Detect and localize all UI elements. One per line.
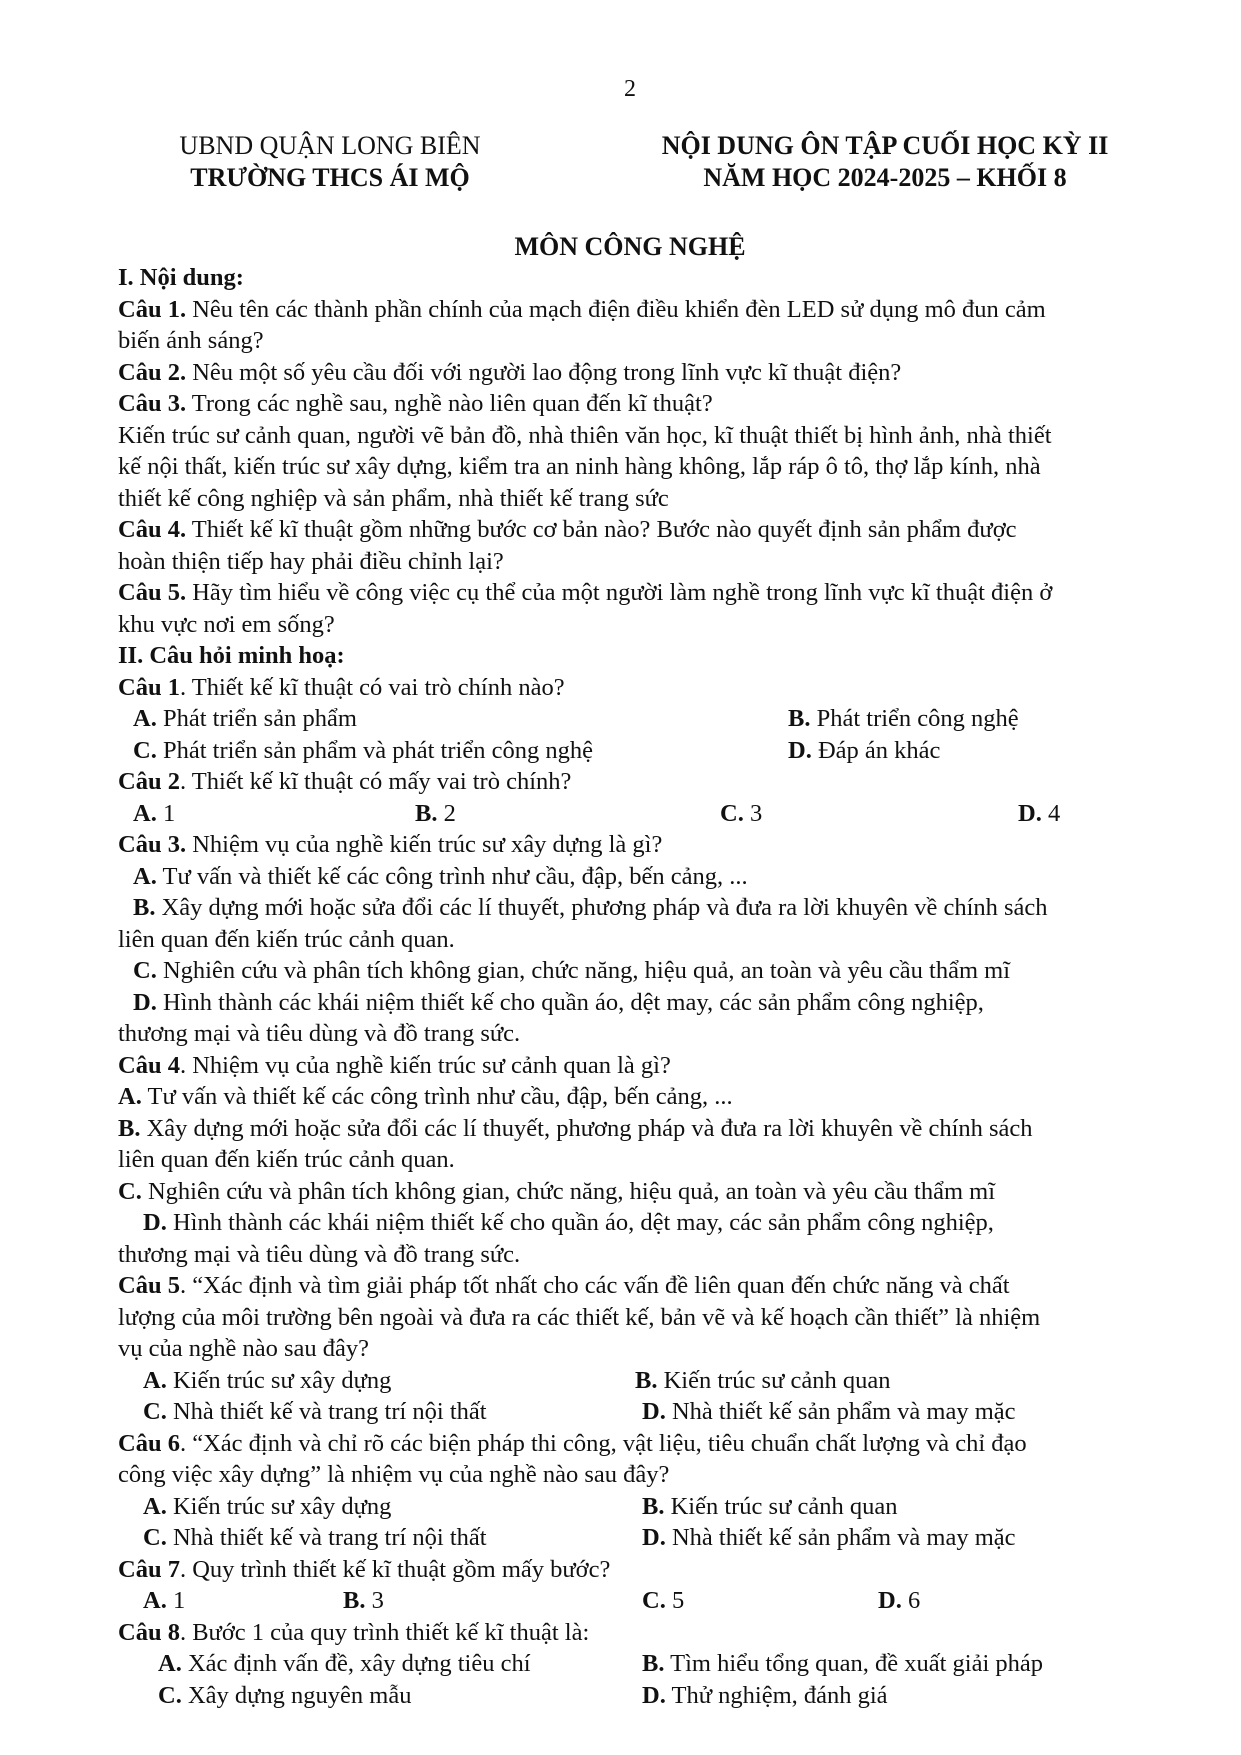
options-row: [118, 1491, 1158, 1523]
question-text: Kiến trúc sư cảnh quan, người vẽ bản đồ, nhà thiên văn học, kĩ thuật thiết bị hình ảnh, nhà thiết: [118, 421, 1052, 449]
question-text: Nêu một số yêu cầu đối với người lao động trong lĩnh vực kĩ thuật điện?: [186, 358, 902, 386]
option-c: C. Xây dựng nguyên mẫu: [158, 1681, 412, 1709]
option-b: B. Phát triển công nghệ: [788, 705, 1019, 732]
option-a: A. Kiến trúc sư xây dựng: [143, 1366, 392, 1394]
option-b-continued: liên quan đến kiến trúc cảnh quan.: [118, 1146, 455, 1173]
options-row: [118, 735, 1158, 767]
question: [118, 577, 1158, 609]
options-row: [118, 1585, 1158, 1617]
question-text: . Bước 1 của quy trình thiết kế kĩ thuật là:: [179, 1618, 590, 1646]
question-label: Câu 8: [118, 1618, 180, 1646]
question: [118, 514, 1158, 546]
question-label: Câu 6: [118, 1429, 180, 1457]
options-row: [118, 1680, 1158, 1712]
option-b: B. Xây dựng mới hoặc sửa đổi các lí thuyết, phương pháp và đưa ra lời khuyên về chính sách: [118, 1114, 1033, 1142]
question: [118, 388, 1158, 420]
question-text: thiết kế công nghiệp và sản phẩm, nhà thiết kế trang sức: [118, 484, 669, 512]
question-label: Câu 2: [118, 768, 180, 795]
option-b-continued: liên quan đến kiến trúc cảnh quan.: [118, 925, 455, 953]
question-label: Câu 4: [118, 1051, 180, 1079]
question-label: Câu 7: [118, 1555, 180, 1583]
school-year: NĂM HỌC 2024-2025 – KHỐI 8: [703, 163, 1067, 192]
question-text: công việc xây dựng” là nhiệm vụ của nghề nào sau đây?: [118, 1461, 670, 1488]
option-a: A. Phát triển sản phẩm: [133, 705, 357, 732]
question: [118, 829, 1158, 861]
document-body: [118, 262, 1158, 1711]
question-text: Thiết kế kĩ thuật gồm những bước cơ bản nào? Bước nào quyết định sản phẩm được: [186, 516, 1017, 543]
question: [118, 1050, 1158, 1082]
option-a: A. 1: [133, 799, 176, 827]
question: [118, 1617, 1158, 1649]
options-row: [118, 1522, 1158, 1554]
question-text: . Quy trình thiết kế kĩ thuật gồm mấy bước?: [179, 1555, 611, 1583]
option-a: A. Kiến trúc sư xây dựng: [143, 1492, 392, 1520]
options-row: [118, 798, 1158, 830]
document-title: NỘI DUNG ÔN TẬP CUỐI HỌC KỲ II: [661, 131, 1109, 160]
question-label: Câu 3.: [118, 390, 187, 417]
option-b: B. Kiến trúc sư cảnh quan: [635, 1366, 891, 1394]
option-d: D. Hình thành các khái niệm thiết kế cho quần áo, dệt may, các sản phẩm công nghiệp,: [143, 1209, 994, 1236]
option-d: D. Đáp án khác: [788, 736, 941, 764]
question-text: Hãy tìm hiểu về công việc cụ thể của một người làm nghề trong lĩnh vực kĩ thuật điện ở: [186, 579, 1053, 606]
option-d: D. 4: [1018, 799, 1061, 827]
question-text: khu vực nơi em sống?: [118, 610, 335, 638]
question-label: Câu 5.: [118, 579, 187, 606]
question: [118, 672, 1158, 704]
question-text: hoàn thiện tiếp hay phải điều chỉnh lại?: [118, 547, 504, 575]
option-b: B. 2: [415, 799, 456, 827]
school-name: TRƯỜNG THCS ÁI MỘ: [190, 163, 470, 192]
question-text: Nhiệm vụ của nghề kiến trúc sư xây dựng là gì?: [186, 831, 663, 858]
option-a: A. Tư vấn và thiết kế các công trình như cầu, đập, bến cảng, ...: [118, 1083, 733, 1110]
option-d: D. Nhà thiết kế sản phẩm và may mặc: [642, 1398, 1016, 1425]
question: [118, 1270, 1158, 1302]
subject-title: MÔN CÔNG NGHỆ: [514, 232, 746, 261]
option-d: D. Hình thành các khái niệm thiết kế cho quần áo, dệt may, các sản phẩm công nghiệp,: [133, 988, 984, 1016]
question-text: kế nội thất, kiến trúc sư xây dựng, kiểm tra an ninh hàng không, lắp ráp ô tô, thợ lắp kính, nhà: [118, 453, 1041, 480]
header-left: [120, 130, 540, 194]
options-row: [118, 1648, 1158, 1680]
header-right: [585, 130, 1185, 194]
option-d: D. 6: [878, 1587, 921, 1614]
section-heading: II. Câu hỏi minh hoạ:: [118, 642, 345, 669]
question-text: vụ của nghề nào sau đây?: [118, 1335, 370, 1362]
question-text: . “Xác định và chỉ rõ các biện pháp thi công, vật liệu, tiêu chuẩn chất lượng và chỉ đạo: [179, 1429, 1027, 1457]
question-label: Câu 1: [118, 673, 180, 701]
question-label: Câu 1.: [118, 295, 187, 323]
section-heading: I. Nội dung:: [118, 264, 244, 291]
question-text: Trong các nghề sau, nghề nào liên quan đến kĩ thuật?: [186, 390, 713, 417]
page-number: 2: [624, 76, 636, 102]
option-b: B. 3: [343, 1587, 384, 1614]
question-text: Nêu tên các thành phần chính của mạch điện điều khiển đèn LED sử dụng mô đun cảm: [186, 295, 1046, 323]
question: [118, 357, 1158, 389]
option-a: A. 1: [143, 1587, 186, 1614]
option-c: C. Phát triển sản phẩm và phát triển công nghệ: [133, 736, 593, 764]
option-c: C. Nhà thiết kế và trang trí nội thất: [143, 1398, 487, 1425]
options-row: [118, 1396, 1158, 1428]
option-c: C. Nghiên cứu và phân tích không gian, chức năng, hiệu quả, an toàn và yêu cầu thẩm mĩ: [133, 957, 1011, 984]
options-row: [118, 1365, 1158, 1397]
option-c: C. Nghiên cứu và phân tích không gian, chức năng, hiệu quả, an toàn và yêu cầu thẩm mĩ: [118, 1177, 996, 1205]
question-text: . Thiết kế kĩ thuật có vai trò chính nào?: [179, 673, 565, 701]
option-d-continued: thương mại và tiêu dùng và đồ trang sức.: [118, 1240, 521, 1268]
option-a: A. Tư vấn và thiết kế các công trình như cầu, đập, bến cảng, ...: [133, 862, 748, 890]
question-label: Câu 5: [118, 1272, 180, 1299]
option-b: B. Xây dựng mới hoặc sửa đổi các lí thuyết, phương pháp và đưa ra lời khuyên về chính sách: [133, 894, 1048, 921]
option-c: C. 3: [720, 799, 763, 827]
option-c: C. 5: [642, 1587, 685, 1614]
question-text: . Thiết kế kĩ thuật có mấy vai trò chính?: [179, 768, 572, 795]
option-d-continued: thương mại và tiêu dùng và đồ trang sức.: [118, 1020, 521, 1047]
question-text: . Nhiệm vụ của nghề kiến trúc sư cảnh quan là gì?: [179, 1051, 671, 1079]
question-text: . “Xác định và tìm giải pháp tốt nhất cho các vấn đề liên quan đến chức năng và chất: [179, 1272, 1010, 1299]
question: [118, 766, 1158, 798]
question-text: lượng của môi trường bên ngoài và đưa ra các thiết kế, bản vẽ và kế hoạch cần thiết” là nhiệm: [118, 1303, 1041, 1331]
question: [118, 294, 1158, 326]
option-b: B. Tìm hiểu tổng quan, đề xuất giải pháp: [642, 1650, 1044, 1677]
option-d: D. Nhà thiết kế sản phẩm và may mặc: [642, 1524, 1016, 1551]
option-d: D. Thử nghiệm, đánh giá: [642, 1681, 888, 1709]
options-row: [118, 703, 1158, 735]
question-text: biến ánh sáng?: [118, 327, 264, 354]
question-label: Câu 4.: [118, 516, 187, 543]
question: [118, 1554, 1158, 1586]
question: [118, 1428, 1158, 1460]
option-b: B. Kiến trúc sư cảnh quan: [642, 1492, 898, 1520]
option-a: A. Xác định vấn đề, xây dựng tiêu chí: [158, 1650, 531, 1677]
option-c: C. Nhà thiết kế và trang trí nội thất: [143, 1524, 487, 1551]
district-name: UBND QUẬN LONG BIÊN: [179, 131, 481, 160]
question-label: Câu 3.: [118, 831, 187, 858]
question-label: Câu 2.: [118, 358, 187, 386]
